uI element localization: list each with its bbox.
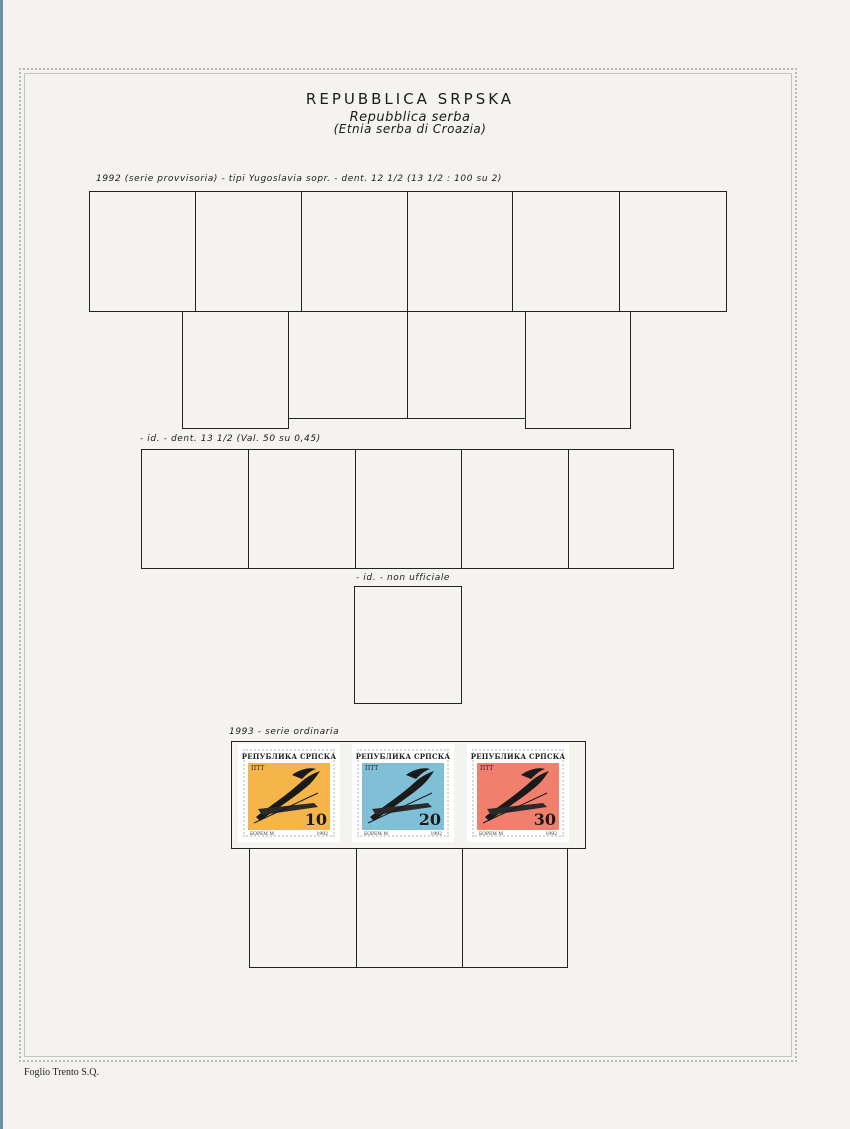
section-caption-1993-ordinary: 1993 - serie ordinaria	[229, 727, 340, 737]
stamp-ptt: ПТТ	[365, 765, 379, 772]
stamp-slot	[288, 311, 408, 419]
footer-publisher: Foglio Trento S.Q.	[24, 1067, 100, 1078]
stamp-slot	[356, 848, 463, 968]
stamp-year: 1992	[545, 832, 557, 837]
stamp-ptt: ПТТ	[251, 765, 265, 772]
stamp-slot	[619, 191, 727, 312]
stamp-ptt: ПТТ	[480, 765, 494, 772]
stamp-slot	[89, 191, 196, 312]
stamp-designer: БОРЕМ М	[250, 832, 274, 837]
stamp-30	[467, 744, 569, 842]
stamp-value: 30	[533, 810, 556, 829]
stamp-slot	[141, 449, 249, 569]
section-caption-perf-13-5: - id. - dent. 13 1/2 (Val. 50 su 0,45)	[140, 434, 321, 444]
stamp-slot	[525, 311, 631, 429]
stamp-slot	[195, 191, 302, 312]
stamp-slot	[248, 449, 356, 569]
stamp-slot	[512, 191, 620, 312]
stamp-slot	[301, 191, 408, 312]
page-title: REPUBBLICA SRPSKA	[305, 90, 515, 108]
page-subtitle-note: (Etnia serba di Croazia)	[333, 122, 487, 136]
section-caption-unofficial: - id. - non ufficiale	[356, 573, 451, 583]
section-caption-1992-provisional: 1992 (serie provvisoria) - tipi Yugoslavia sopr. - dent. 12 1/2 (13 1/2 : 100 su 2)	[96, 174, 503, 184]
stamp-slot	[462, 848, 568, 968]
stamp-year: 1992	[316, 832, 328, 837]
stamp-country: РЕПУБЛИКА СРПСКА	[355, 752, 451, 761]
stamp-slot	[354, 586, 462, 704]
stamp-country: РЕПУБЛИКА СРПСКА	[241, 752, 337, 761]
page-subtitle: Repubblica serba	[349, 110, 471, 125]
album-edge	[0, 0, 3, 1129]
stamp-slot	[249, 848, 357, 968]
stamp-value: 10	[304, 810, 327, 829]
stamp-value: 20	[418, 810, 441, 829]
stamp-designer: БОРЕМ М	[479, 832, 503, 837]
stamp-slot	[461, 449, 569, 569]
stamp-10	[238, 744, 340, 842]
stamp-slot	[182, 311, 289, 429]
stamp-slot	[407, 311, 526, 419]
stamp-designer: БОРЕМ М	[364, 832, 388, 837]
stamp-year: 1992	[430, 832, 442, 837]
stamp-slot	[568, 449, 674, 569]
stamp-slot	[355, 449, 462, 569]
stamp-country: РЕПУБЛИКА СРПСКА	[470, 752, 566, 761]
stamp-slot	[407, 191, 513, 312]
stamp-20	[352, 744, 454, 842]
